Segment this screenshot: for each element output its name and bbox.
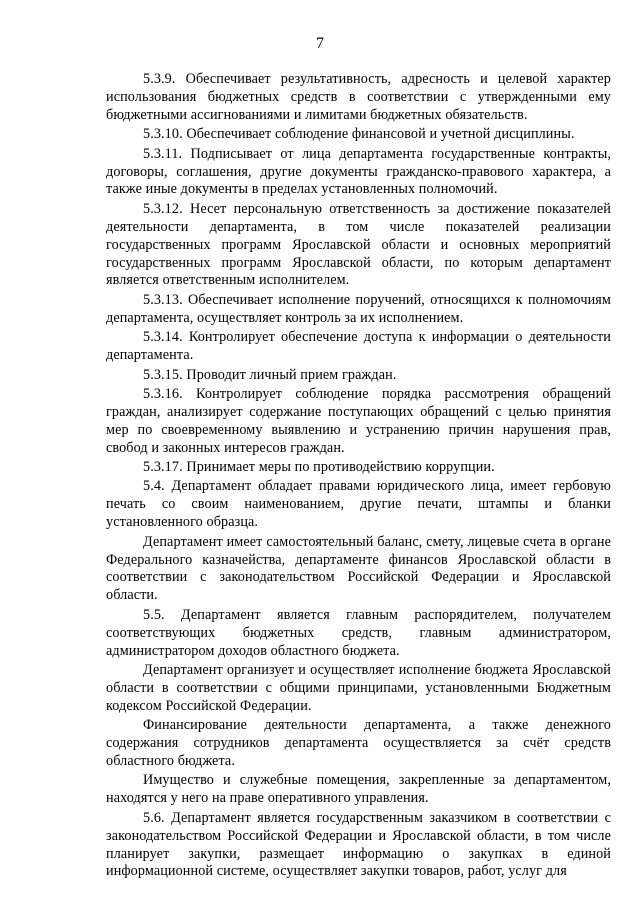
paragraph: 5.3.17. Принимает меры по противодействию коррупции. xyxy=(143,459,495,476)
paragraph: 5.4. Департамент обладает правами юридического лица, имеет гербовую печать со своим наименованием, другие печати, штампы и бланки установленного образца. xyxy=(106,478,611,531)
paragraph: 5.3.9. Обеспечивает результативность, адресность и целевой характер использования бюджетных средств в соответствии с утвержденными ему бюджетными ассигнованиями и лимитами бюджетных обязательств. xyxy=(106,71,611,123)
page-number: 7 xyxy=(316,35,324,52)
paragraph: 5.3.11. Подписывает от лица департамента государственные контракты, договоры, соглашения, другие документы гражданско-правового характера, а также иные документы в пределах установленных полномочий. xyxy=(106,145,611,198)
paragraph: 5.3.16. Контролирует соблюдение порядка рассмотрения обращений граждан, анализирует содержание поступающих обращений с целью принятия мер по своевременному выявлению и устранению причин нарушения прав, свобод и законных интересов граждан. xyxy=(106,385,611,456)
paragraph: 5.3.14. Контролирует обеспечение доступа к информации о деятельности департамента. xyxy=(106,329,611,364)
paragraph: Департамент имеет самостоятельный баланс, смету, лицевые счета в органе Федерального казначейства, департаменте финансов Ярославской области в соответствии с законодательством Российской Федерации и Ярославской области. xyxy=(106,533,611,604)
paragraph: Финансирование деятельности департамента, а также денежного содержания сотрудников департамента осуществляется за счёт средств областного бюджета. xyxy=(106,717,611,770)
paragraph: Имущество и служебные помещения, закрепленные за департаментом, находятся у него на праве оперативного управления. xyxy=(106,772,611,807)
paragraph: 5.3.10. Обеспечивает соблюдение финансовой и учетной дисциплины. xyxy=(143,126,575,143)
document-body xyxy=(106,71,611,881)
paragraph: Департамент организует и осуществляет исполнение бюджета Ярославской области в соответствии с общими принципами, установленными Бюджетным кодексом Российской Федерации. xyxy=(106,662,611,714)
paragraph: 5.5. Департамент является главным распорядителем, получателем соответствующих бюджетных средств, главным администратором, администратором доходов областного бюджета. xyxy=(106,606,611,659)
paragraph: 5.3.12. Несет персональную ответственность за достижение показателей деятельности департамента, в том числе показателей реализации государственных программ Ярославской области и основных мероприятий государственных программ Ярославской области, по которым департамент является ответственным исполнителем. xyxy=(106,200,611,289)
paragraph: 5.3.13. Обеспечивает исполнение поручений, относящихся к полномочиям департамента, осуществляет контроль за их исполнением. xyxy=(106,291,611,326)
paragraph: 5.3.15. Проводит личный прием граждан. xyxy=(143,366,397,383)
paragraph: 5.6. Департамент является государственным заказчиком в соответствии с законодательством Российской Федерации и Ярославской области, в том числе планирует закупки, размещает информацию о закупках в единой информационной системе, осуществляет закупки товаров, работ, услуг для xyxy=(106,809,611,880)
